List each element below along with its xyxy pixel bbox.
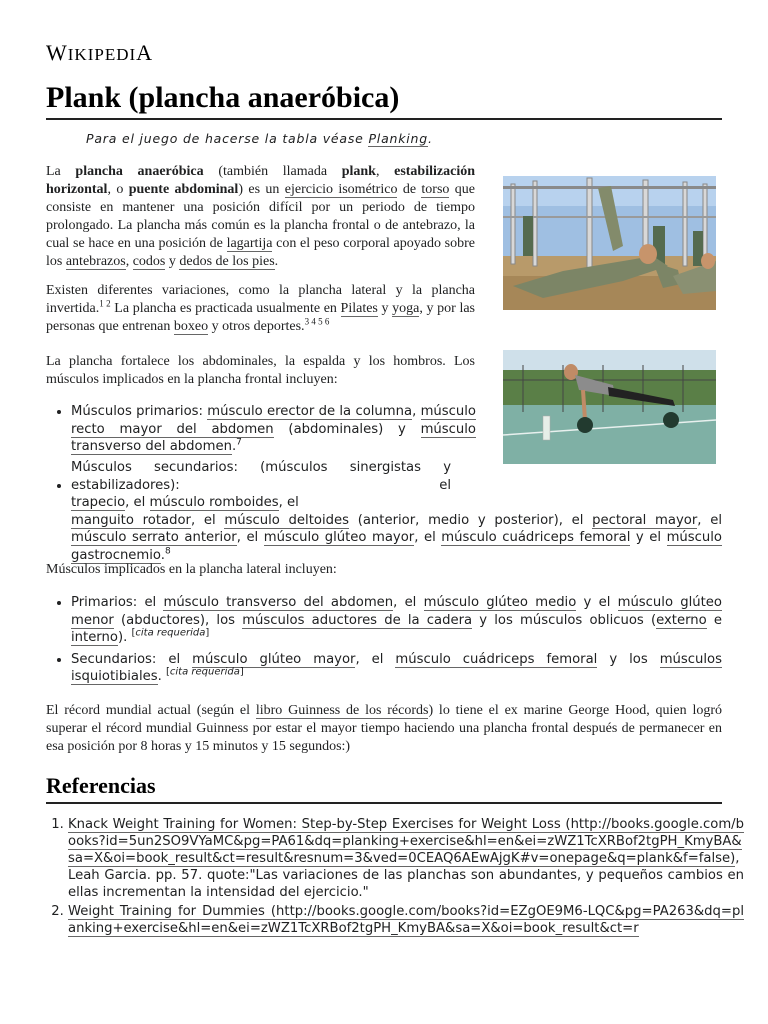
text: ) lo tiene el ex marine George Hood, quien logró superar el récord mundial Guinness por estar el mayor tiempo haciendo una plancha frontal después de permanecer en esa posición por 8 horas y 15 minutos y 15 segundos:)	[46, 703, 722, 754]
text: (también llamada	[203, 164, 342, 179]
term-estabilizacion-horizontal: estabilización horizontal	[46, 164, 475, 197]
text: , el	[393, 595, 424, 610]
text: (abductores), los	[113, 612, 243, 628]
citation-needed-label: cita requerida	[169, 666, 240, 678]
list-item	[71, 594, 722, 647]
text: .	[157, 669, 166, 684]
citation-needed-label: cita requerida	[135, 627, 206, 639]
text: Músculos secundarios: (músculos sinergistas y estabilizadores): el	[71, 460, 451, 493]
frontal-muscles-list-secondary	[46, 459, 722, 566]
strengthen-paragraph: La plancha fortalece los abdominales, la espalda y los hombros. Los músculos implicados en la plancha frontal incluyen:	[46, 354, 475, 387]
text: y el	[630, 530, 667, 545]
text: ,	[412, 404, 421, 419]
link-gluteo-mayor[interactable]: músculo glúteo mayor	[192, 651, 356, 667]
link-gluteo-mayor[interactable]: músculo glúteo mayor	[263, 530, 415, 545]
footnote-3-6[interactable]: 3 4 5 6	[304, 316, 330, 327]
variations-paragraph	[46, 282, 475, 336]
citation-needed[interactable]: [cita requerida]	[166, 666, 244, 678]
term-plancha-anaerobica: plancha anaeróbica	[75, 164, 204, 179]
term-plank: plank	[341, 164, 376, 179]
text: , el	[355, 651, 396, 667]
text: .	[160, 547, 165, 563]
text: , el	[278, 495, 299, 510]
text: y	[165, 254, 180, 269]
text: , o	[107, 182, 129, 197]
link-romboides[interactable]: músculo romboides	[149, 495, 279, 510]
link-externo[interactable]: externo	[656, 612, 707, 628]
frontal-muscles-list	[46, 403, 476, 458]
text: e	[706, 612, 722, 628]
link-recto-mayor-abdomen[interactable]: músculo recto mayor del abdomen	[71, 404, 476, 437]
link-isquiotibiales[interactable]: músculos isquiotibiales	[71, 651, 722, 684]
text: Secundarios: el	[71, 651, 193, 667]
text: ) es un	[238, 182, 285, 197]
text: Primarios: el	[71, 595, 164, 610]
text: y	[377, 301, 393, 316]
link-deltoides[interactable]: músculo deltoides	[224, 512, 349, 528]
link-ejercicio-isometrico[interactable]: ejercicio isométrico	[284, 182, 398, 197]
references-heading: Referencias	[46, 773, 722, 804]
text: , el	[236, 530, 264, 545]
text: .	[274, 254, 279, 269]
soldiers-plank-image[interactable]	[503, 176, 716, 310]
hatnote	[86, 131, 433, 146]
footnote-8[interactable]: 8	[164, 546, 171, 557]
lateral-muscles-list	[46, 594, 722, 688]
link-aductores-cadera[interactable]: músculos aductores de la cadera	[242, 612, 473, 628]
footnote-1-2[interactable]: 1 2	[99, 298, 111, 309]
link-pilates[interactable]: Pilates	[340, 301, 378, 316]
reference-text: , Leah Garcia. pp. 57. quote:"Las variaciones de las planchas son abundantes, y pequeños cambios en ellas incrementan la intensidad del ejercicio."	[68, 851, 744, 900]
text: .	[231, 439, 237, 454]
text: ,	[125, 254, 133, 269]
text: de	[397, 182, 422, 197]
link-torso[interactable]: torso	[421, 182, 450, 197]
text: Existen diferentes variaciones, como la plancha lateral y la plancha invertida.	[46, 283, 475, 316]
citation-needed[interactable]: [cita requerida]	[131, 627, 210, 639]
link-gluteo-menor[interactable]: músculo glúteo menor	[71, 595, 722, 628]
text: y los	[597, 651, 660, 667]
text: (abdominales) y	[273, 421, 421, 437]
link-cuadriceps-femoral[interactable]: músculo cuádriceps femoral	[441, 530, 631, 545]
link-trapecio[interactable]: trapecio	[71, 495, 126, 510]
text: , el	[190, 512, 225, 528]
hatnote-suffix: .	[428, 131, 433, 146]
text: La	[46, 164, 76, 179]
link-gastrocnemio[interactable]: músculo gastrocnemio	[71, 530, 722, 563]
hatnote-prefix: Para el juego de hacerse la tabla véase	[86, 131, 369, 146]
references-list	[46, 816, 744, 939]
link-erector-columna[interactable]: músculo erector de la columna	[207, 404, 413, 419]
text: ).	[117, 630, 132, 645]
list-item	[71, 459, 722, 564]
link-libro-guinness[interactable]: libro Guinness de los récords	[255, 703, 429, 718]
link-dedos-de-los-pies[interactable]: dedos de los pies	[179, 254, 275, 269]
text: ,	[375, 164, 395, 179]
link-manguito-rotador[interactable]: manguito rotador	[71, 512, 191, 528]
link-serrato-anterior[interactable]: músculo serrato anterior	[71, 530, 237, 545]
text: y los músculos oblicuos (	[472, 612, 657, 628]
text: que consiste en mantener una posición difícil por un periodo de tiempo prolongado. La plancha más común es la plancha frontal o de antebrazo, la cual se hace en una posición de	[46, 182, 476, 251]
link-interno[interactable]: interno	[71, 630, 118, 645]
text: La plancha es practicada usualmente en	[110, 301, 341, 316]
record-paragraph	[46, 702, 722, 756]
medicine-ball-plank-illustration	[503, 350, 716, 464]
logo-initial: W	[46, 40, 68, 65]
lateral-intro: Músculos implicados en la plancha lateral incluyen:	[46, 562, 337, 577]
text: Músculos primarios:	[71, 404, 208, 419]
text: El récord mundial actual (según el	[46, 703, 256, 718]
text: y otros deportes.	[208, 319, 305, 334]
reference-item	[68, 903, 744, 937]
logo-final: A	[136, 40, 154, 65]
link-codos[interactable]: codos	[132, 254, 166, 269]
page-title: Plank (plancha anaeróbica)	[46, 80, 722, 120]
reference-link-knack[interactable]: Knack Weight Training for Women: Step-by-Step Exercises for Weight Loss (http://books.google.com/books?id=5un2SO9VYaMC&pg=PA61&dq=planking+exercise&hl=en&ei=zWZ1TcXRBof2tgPH_KmyBA&sa=X&oi=book_result&ct=result&resnum=3&ved=0CEAQ6AEwAjgK#v=onepage&q=plank&f=false)	[68, 817, 744, 866]
link-cuadriceps-femoral[interactable]: músculo cuádriceps femoral	[395, 651, 598, 667]
logo-middle: IKIPEDI	[67, 45, 137, 64]
text: , y por las personas que entrenan	[46, 301, 476, 334]
link-transverso-abdomen[interactable]: músculo transverso del abdomen	[71, 421, 476, 454]
list-item	[71, 403, 476, 456]
medicine-ball-plank-image[interactable]	[503, 350, 716, 464]
text: (anterior, medio y posterior), el	[348, 512, 593, 528]
soldiers-plank-illustration	[503, 176, 716, 310]
text: , el	[697, 512, 722, 528]
text: con el peso corporal apoyado sobre los	[46, 236, 475, 269]
link-antebrazos[interactable]: antebrazos	[65, 254, 126, 269]
planking-link[interactable]: Planking	[368, 131, 429, 146]
reference-item	[68, 816, 744, 901]
link-transverso-abdomen[interactable]: músculo transverso del abdomen	[163, 595, 394, 610]
footnote-7[interactable]: 7	[236, 437, 242, 448]
wikipedia-logo[interactable]	[46, 40, 153, 66]
text: , el	[414, 530, 442, 545]
list-item	[71, 651, 722, 686]
link-gluteo-medio[interactable]: músculo glúteo medio	[423, 595, 577, 610]
text: , el	[125, 495, 150, 510]
text: y el	[576, 595, 618, 610]
link-lagartija[interactable]: lagartija	[226, 236, 273, 251]
reference-link-dummies[interactable]: Weight Training for Dummies (http://books.google.com/books?id=EZgOE9M6-LQC&pg=PA263&dq=planking+exercise&hl=en&ei=zWZ1TcXRBof2tgPH_KmyBA&sa=X&oi=book_result&ct=r	[68, 904, 744, 936]
link-boxeo[interactable]: boxeo	[173, 319, 209, 334]
intro-paragraph	[46, 163, 475, 271]
link-pectoral-mayor[interactable]: pectoral mayor	[592, 512, 698, 528]
link-yoga[interactable]: yoga	[392, 301, 420, 316]
term-puente-abdominal: puente abdominal	[128, 182, 239, 197]
